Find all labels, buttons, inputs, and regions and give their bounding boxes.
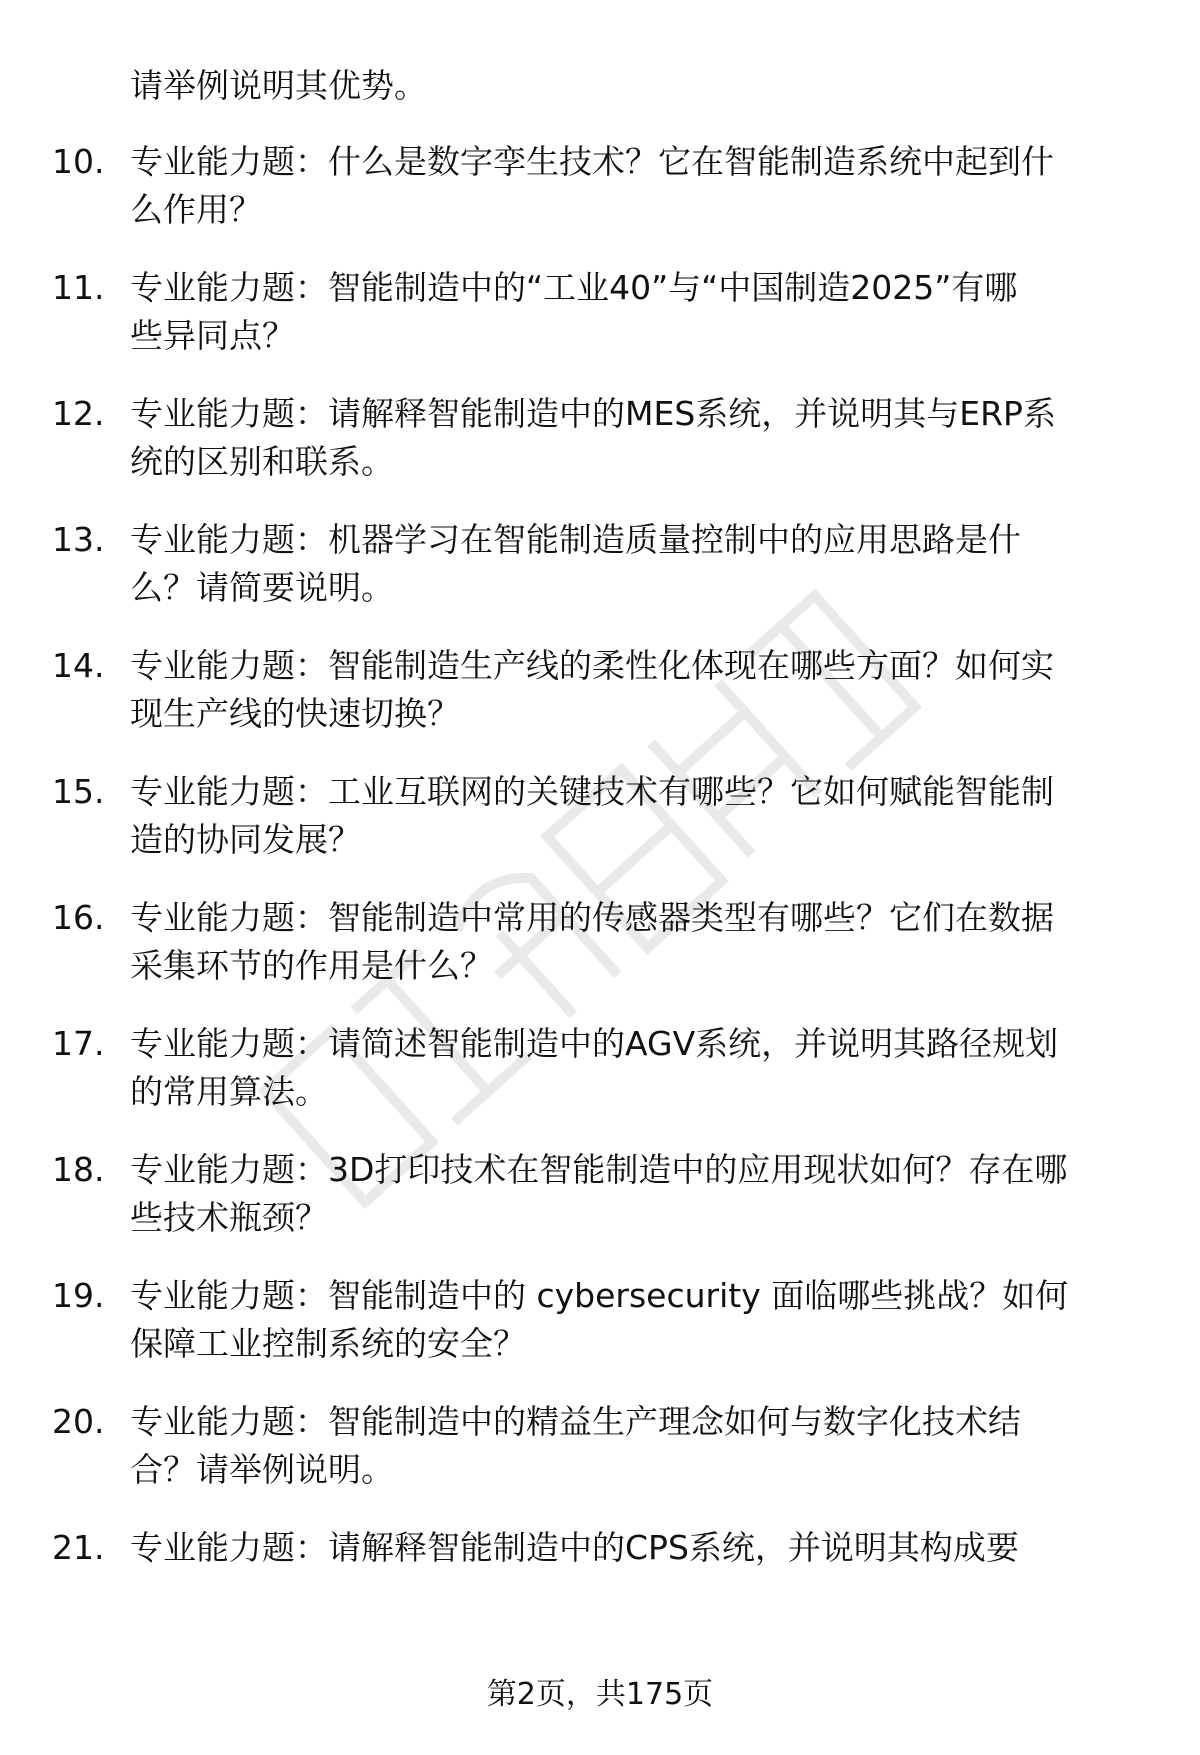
question-text	[130, 1020, 1150, 1116]
question-line: 专业能力题：智能制造中的精益生产理念如何与数字化技术结	[130, 1402, 1021, 1441]
question-item	[0, 768, 1200, 894]
question-number: 19.	[52, 1276, 105, 1315]
question-item	[0, 1398, 1200, 1524]
question-text	[130, 264, 1150, 360]
question-number: 13.	[52, 520, 105, 559]
question-number: 15.	[52, 772, 105, 811]
question-item	[0, 894, 1200, 1020]
question-line: 么作用？	[130, 190, 262, 229]
question-number: 10.	[52, 142, 105, 181]
question-line: 专业能力题：3D打印技术在智能制造中的应用现状如何？存在哪	[130, 1150, 1068, 1189]
question-number: 20.	[52, 1402, 105, 1441]
question-text	[130, 894, 1150, 990]
question-line: 合？请举例说明。	[130, 1450, 394, 1489]
question-text	[130, 516, 1150, 612]
question-text	[130, 1524, 1150, 1572]
question-number: 12.	[52, 394, 105, 433]
question-number: 14.	[52, 646, 105, 685]
question-line: 现生产线的快速切换？	[130, 694, 460, 733]
question-line: 些异同点？	[130, 316, 295, 355]
question-line: 些技术瓶颈？	[130, 1198, 328, 1237]
question-line: 保障工业控制系统的安全？	[130, 1324, 526, 1363]
question-item	[0, 1020, 1200, 1146]
question-line: 专业能力题：工业互联网的关键技术有哪些？它如何赋能智能制	[130, 772, 1054, 811]
question-text	[130, 138, 1150, 234]
question-list	[0, 138, 1200, 1650]
question-line: 专业能力题：请简述智能制造中的AGV系统，并说明其路径规划	[130, 1024, 1059, 1063]
question-text	[130, 390, 1150, 486]
question-item	[0, 264, 1200, 390]
question-number: 16.	[52, 898, 105, 937]
question-item	[0, 516, 1200, 642]
question-line: 专业能力题：智能制造中常用的传感器类型有哪些？它们在数据	[130, 898, 1054, 937]
question-line: 专业能力题：智能制造生产线的柔性化体现在哪些方面？如何实	[130, 646, 1054, 685]
question-line: 么？请简要说明。	[130, 568, 394, 607]
question-item	[0, 390, 1200, 516]
question-item	[0, 1272, 1200, 1398]
question-item	[0, 642, 1200, 768]
question-line: 专业能力题：机器学习在智能制造质量控制中的应用思路是什	[130, 520, 1021, 559]
question-line: 的常用算法。	[130, 1072, 328, 1111]
question-line: 专业能力题：请解释智能制造中的MES系统，并说明其与ERP系	[130, 394, 1056, 433]
question-number: 18.	[52, 1150, 105, 1189]
question-number: 21.	[52, 1528, 105, 1567]
question-number: 17.	[52, 1024, 105, 1063]
question-line: 采集环节的作用是什么？	[130, 946, 493, 985]
question-number: 11.	[52, 268, 105, 307]
question-text	[130, 642, 1150, 738]
question-item	[0, 1146, 1200, 1272]
continuation-text: 请举例说明其优势。	[130, 66, 427, 105]
question-line: 统的区别和联系。	[130, 442, 394, 481]
question-line: 专业能力题：智能制造中的 cybersecurity 面临哪些挑战？如何	[130, 1276, 1069, 1315]
question-text	[130, 1398, 1150, 1494]
question-line: 专业能力题：请解释智能制造中的CPS系统，并说明其构成要	[130, 1528, 1019, 1567]
question-text	[130, 1146, 1150, 1242]
question-item	[0, 1524, 1200, 1650]
question-line: 专业能力题：智能制造中的“工业40”与“中国制造2025”有哪	[130, 268, 1018, 307]
question-line: 专业能力题：什么是数字孪生技术？它在智能制造系统中起到什	[130, 142, 1054, 181]
question-text	[130, 1272, 1150, 1368]
page-footer: 第2页，共175页	[486, 1677, 714, 1712]
question-line: 造的协同发展？	[130, 820, 361, 859]
question-item	[0, 138, 1200, 264]
question-text	[130, 768, 1150, 864]
